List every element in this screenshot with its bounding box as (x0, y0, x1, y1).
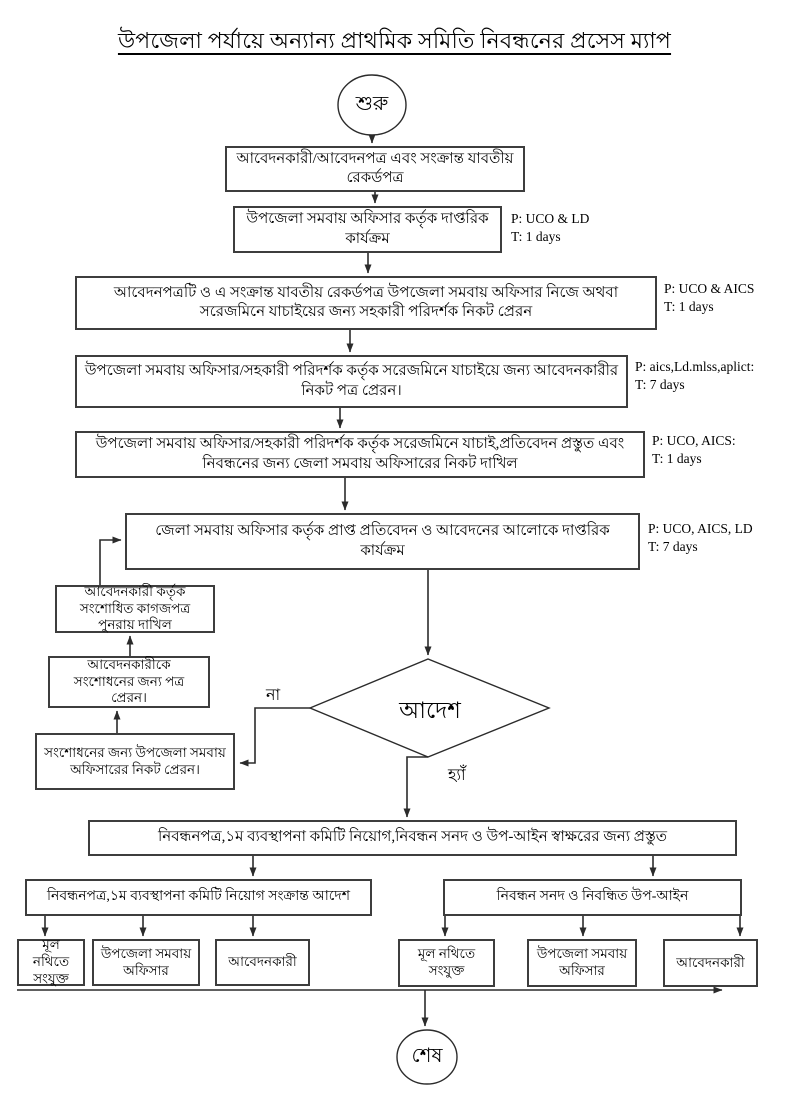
step-records-box: আবেদনকারী/আবেদনপত্র এবং সংক্রান্ত যাবতীয় রেকর্ডপত্র (225, 146, 525, 192)
arrow-yes-to-prepare (407, 757, 428, 817)
annotation-report (652, 432, 736, 468)
arrow-resubmit-to-district (100, 540, 121, 585)
annotation-person: P: UCO & AICS (664, 281, 755, 296)
annotation-time: T: 1 days (511, 229, 561, 245)
step-uco-official-box: উপজেলা সমবায় অফিসার কর্তৃক দাপ্তরিক কার্যক্রম (233, 206, 502, 253)
annotation-letter (635, 358, 754, 394)
annotation-time: T: 1 days (652, 451, 702, 467)
target-right-main-file-box: মূল নথিতে সংযুক্ত (398, 939, 495, 987)
annotation-time: T: 7 days (648, 539, 698, 555)
target-left-uco-box: উপজেলা সমবায় অফিসার (92, 939, 200, 986)
decision-label: আদেশ (399, 698, 461, 723)
annotation-time: T: 1 days (664, 299, 714, 315)
output-left-branch-box: নিবন্ধনপত্র,১ম ব্যবস্থাপনা কমিটি নিয়োগ সংক্রান্ত আদেশ (25, 879, 372, 916)
loop-resubmit-box: আবেদনকারী কর্তৃক সংশোধিত কাগজপত্র পুনরায় দাখিল (55, 585, 215, 633)
start-terminator-label: শুরু (355, 92, 389, 115)
output-prepare-box: নিবন্ধনপত্র,১ম ব্যবস্থাপনা কমিটি নিয়োগ,নিবন্ধন সনদ ও উপ-আইন স্বাক্ষরের জন্য প্রস্তুত (88, 820, 737, 856)
end-terminator-label: শেষ (411, 1044, 443, 1067)
target-right-applicant-box: আবেদনকারী (663, 939, 758, 987)
page-title: উপজেলা পর্যায়ে অন্যান্য প্রাথমিক সমিতি নিবন্ধনের প্রসেস ম্যাপ (117, 28, 672, 53)
step-verification-box: আবেদনপত্রটি ও এ সংক্রান্ত যাবতীয় রেকর্ডপত্র উপজেলা সমবায় অফিসার নিজে অথবা সরেজমিনে যাচাইয়ের জন্য সহকারী পরিদর্শক নিকট প্রেরন (75, 276, 657, 330)
annotation-person: P: UCO & LD (511, 211, 590, 226)
annotation-person: P: UCO, AICS, LD (648, 521, 753, 536)
annotation-uco-official (511, 210, 589, 246)
loop-send-back-box: সংশোধনের জন্য উপজেলা সমবায় অফিসারের নিকট প্রেরন। (35, 733, 235, 790)
annotation-district (648, 520, 753, 556)
arrow-no-to-send-back (240, 708, 310, 763)
loop-correction-letter-box: আবেদনকারীকে সংশোধনের জন্য পত্র প্রেরন। (48, 656, 210, 708)
step-district-action-box: জেলা সমবায় অফিসার কর্তৃক প্রাপ্ত প্রতিবেদন ও আবেদনের আলোকে দাপ্তরিক কার্যক্রম (125, 513, 640, 570)
step-report-submit-box: উপজেলা সমবায় অফিসার/সহকারী পরিদর্শক কর্তৃক সরেজমিনে যাচাই,প্রতিবেদন প্রস্তুত এবং নিবন্ধনের জন্য জেলা সমবায় অফিসারের নিকট দাখিল (75, 431, 645, 478)
decision-no-label: না (266, 687, 281, 704)
output-right-branch-box: নিবন্ধন সনদ ও নিবন্ধিত উপ-আইন (443, 879, 742, 916)
annotation-verification (664, 280, 754, 316)
decision-yes-label: হ্যাঁ (448, 767, 466, 784)
annotation-time: T: 7 days (635, 377, 685, 393)
annotation-person: P: aics,Ld.mlss,aplict: (635, 359, 755, 374)
target-left-main-file-box: মূল নথিতে সংযুক্ত (17, 939, 85, 986)
target-left-applicant-box: আবেদনকারী (215, 939, 310, 986)
step-letter-to-applicant-box: উপজেলা সমবায় অফিসার/সহকারী পরিদর্শক কর্তৃক সরেজমিনে যাচাইয়ে জন্য আবেদনকারীর নিকট পত্র প্রেরন। (75, 355, 628, 408)
annotation-person: P: UCO, AICS: (652, 433, 736, 448)
target-right-uco-box: উপজেলা সমবায় অফিসার (527, 939, 637, 987)
